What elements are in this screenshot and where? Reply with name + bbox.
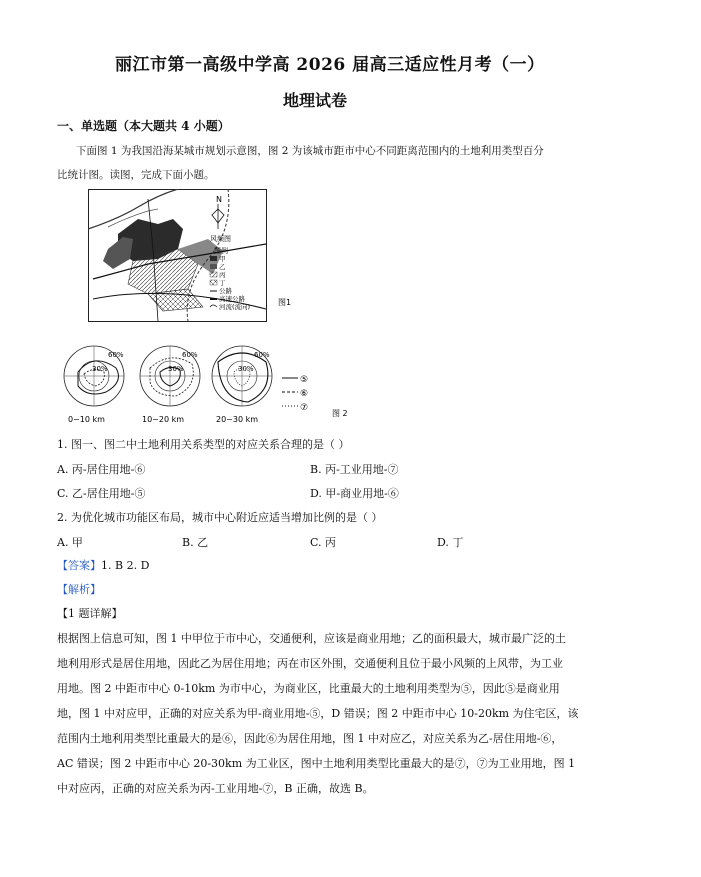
exam-title: 丽江市第一高级中学高 2026 届高三适应性月考（一）	[115, 55, 545, 75]
analysis-line-1: 根据图上信息可知，图 1 中甲位于市中心，交通便利，应该是商业用地；乙的面积最大，城市最广泛的土	[57, 632, 566, 645]
chart-0-10km	[64, 346, 124, 424]
analysis-line-2: 地利用形式是居住用地，因此乙为居住用地；丙在市区外围，交通便利且位于最小风频的上风带，为工业	[57, 657, 563, 670]
series-7-label: ⑦	[300, 403, 309, 413]
answer-tag: 【答案】	[57, 559, 101, 572]
legend-road: 公路	[219, 287, 232, 295]
analysis-line-6: AC 错误；图 2 中距市中心 20-30km 为工业区，图中土地利用类型比重最大的是⑦，⑦为工业用地，图 1	[57, 757, 576, 770]
question-1-stem: 1. 图一、图二中土地利用关系类型的对应关系合理的是（ ）	[57, 438, 350, 451]
legend-jia: 甲	[219, 255, 226, 263]
answer-text: 1. B 2. D	[101, 559, 150, 572]
ring-30-label: 30%	[238, 365, 254, 373]
question-2-option-b[interactable]: B. 乙	[182, 536, 209, 549]
analysis-line-5: 范围内土地利用类型比重最大的是⑥，因此⑥为居住用地，图 1 中对应乙，对应关系为乙-居住用地-⑥，	[57, 732, 563, 745]
analysis-subheading: 【1 题详解】	[57, 607, 123, 620]
ring-60-label: 60%	[182, 351, 198, 359]
ring-60-label: 60%	[108, 351, 124, 359]
question-2-option-d[interactable]: D. 丁	[437, 536, 464, 549]
exam-subtitle: 地理试卷	[283, 91, 348, 110]
wind-rose-label: 风频图	[210, 235, 231, 243]
figure1-city-map	[88, 189, 298, 331]
legend-river: 河流(流向)	[219, 303, 251, 311]
question-1-option-c[interactable]: C. 乙-居住用地-⑤	[57, 487, 146, 500]
distance-0-10-label: 0~10 km	[68, 415, 105, 424]
ring-60-label: 60%	[254, 351, 270, 359]
question-1-option-a[interactable]: A. 丙-居住用地-⑥	[57, 463, 146, 476]
analysis-line-3: 用地。图 2 中距市中心 0-10km 为市中心，为商业区，比重最大的土地利用类型为⑤，因此⑤是商业用	[57, 682, 560, 695]
distance-10-20-label: 10~20 km	[142, 415, 185, 424]
figure2-legend	[282, 375, 308, 413]
figure2-caption: 图 2	[332, 409, 348, 418]
intro-line-1: 下面图 1 为我国沿海某城市规划示意图，图 2 为该城市距市中心不同距离范围内的土地利用类型百分	[76, 145, 544, 157]
series-6-label: ⑥	[300, 389, 309, 399]
series-5-label: ⑤	[300, 375, 309, 385]
figure1-caption: 图1	[278, 298, 292, 307]
north-label: N	[216, 195, 222, 204]
distance-20-30-label: 20~30 km	[216, 415, 259, 424]
question-2-option-c[interactable]: C. 丙	[310, 536, 337, 549]
intro-line-2: 比统计图。读图，完成下面小题。	[57, 169, 215, 181]
analysis-tag: 【解析】	[57, 583, 101, 596]
section-heading: 一、单选题（本大题共 4 小题）	[57, 119, 230, 133]
legend-ding: 丁	[219, 279, 226, 287]
answer-line	[57, 557, 149, 573]
chart-20-30km	[212, 346, 272, 424]
question-1-option-d[interactable]: D. 甲-商业用地-⑥	[310, 487, 399, 500]
legend-title: 图例	[214, 247, 228, 255]
ring-30-label: 30%	[92, 365, 108, 373]
question-2-option-a[interactable]: A. 甲	[57, 536, 83, 549]
analysis-line-4: 地，图 1 中对应甲，正确的对应关系为甲-商业用地-⑤，D 错误；图 2 中距市中心 10-20km 为住宅区，该	[57, 707, 579, 720]
legend-yi: 乙	[219, 263, 226, 271]
figure2-land-use-charts	[58, 342, 358, 434]
question-1-option-b[interactable]: B. 丙-工业用地-⑦	[310, 463, 399, 476]
analysis-line-7: 中对应丙，正确的对应关系为丙-工业用地-⑦，B 正确，故选 B。	[57, 782, 374, 795]
question-2-stem: 2. 为优化城市功能区布局，城市中心附近应适当增加比例的是（ ）	[57, 511, 383, 524]
chart-10-20km	[140, 346, 200, 424]
legend-highway: 高速公路	[219, 295, 245, 303]
ring-30-label: 30%	[168, 365, 184, 373]
legend-bing: 丙	[219, 271, 226, 279]
